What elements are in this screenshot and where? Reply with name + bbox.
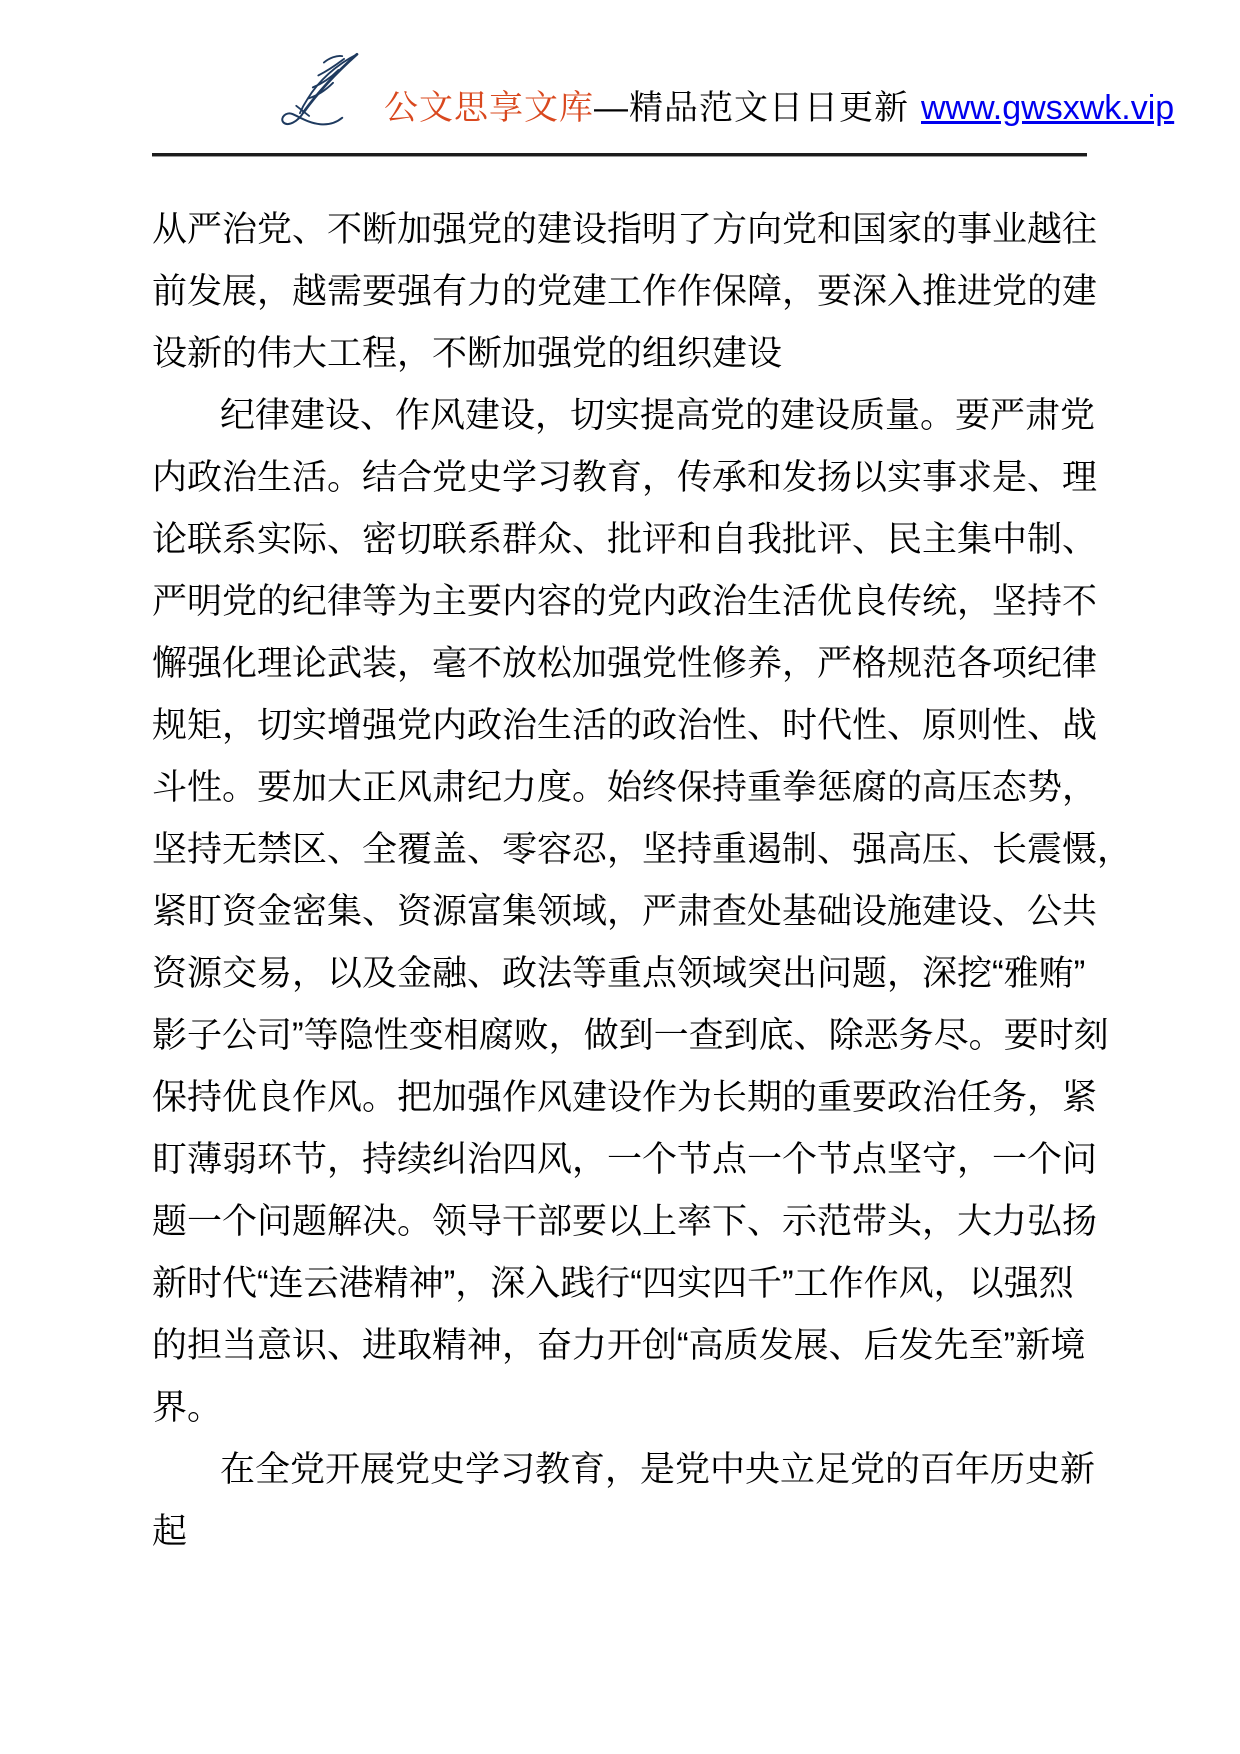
text-line: 的担当意识、进取精神，奋力开创“高质发展、后发先至”新境 xyxy=(152,1326,1086,1365)
text-line: 紧盯资金密集、资源富集领域，严肃查处基础设施建设、公共 xyxy=(152,892,1098,931)
text-line: 坚持无禁区、全覆盖、零容忍，坚持重遏制、强高压、长震慑， xyxy=(152,830,1133,869)
site-link[interactable]: www.gwsxwk.vip xyxy=(921,89,1175,127)
text-line: 内政治生活。结合党史学习教育，传承和发扬以实事求是、理 xyxy=(152,458,1098,497)
text-line: 资源交易，以及金融、政法等重点领域突出问题，深挖“雅贿” xyxy=(152,954,1086,993)
header-tagline: —精品范文日日更新 xyxy=(594,89,909,127)
text-line: 懈强化理论武装，毫不放松加强党性修养，严格规范各项纪律 xyxy=(152,644,1098,683)
text-line: 严明党的纪律等为主要内容的党内政治生活优良传统，坚持不 xyxy=(152,582,1098,621)
text-line: 起 xyxy=(152,1512,188,1551)
brand-name: 公文思享文库 xyxy=(384,89,594,127)
site-header xyxy=(276,48,1174,134)
quill-pen-icon xyxy=(276,50,368,134)
text-line: 论联系实际、密切联系群众、批评和自我批评、民主集中制、 xyxy=(152,520,1098,559)
header-divider xyxy=(152,153,1087,157)
text-line: 影子公司”等隐性变相腐败，做到一查到底、除恶务尽。要时刻 xyxy=(152,1016,1109,1055)
text-line: 界。 xyxy=(152,1388,223,1427)
text-line: 题一个问题解决。领导干部要以上率下、示范带头，大力弘扬 xyxy=(152,1202,1098,1241)
text-line: 规矩，切实增强党内政治生活的政治性、时代性、原则性、战 xyxy=(152,706,1098,745)
text-line: 在全党开展党史学习教育，是党中央立足党的百年历史新 xyxy=(220,1450,1096,1489)
text-line: 保持优良作风。把加强作风建设作为长期的重要政治任务，紧 xyxy=(152,1078,1098,1117)
text-line: 设新的伟大工程，不断加强党的组织建设 xyxy=(152,334,783,373)
text-line: 新时代“连云港精神”，深入践行“四实四千”工作作风，以强烈 xyxy=(152,1264,1074,1303)
text-line: 斗性。要加大正风肃纪力度。始终保持重拳惩腐的高压态势， xyxy=(152,768,1098,807)
header-title xyxy=(384,88,1174,134)
document-body xyxy=(152,199,1133,1563)
text-line: 从严治党、不断加强党的建设指明了方向党和国家的事业越往 xyxy=(152,210,1098,249)
text-line: 盯薄弱环节，持续纠治四风，一个节点一个节点坚守，一个问 xyxy=(152,1140,1098,1179)
text-line: 纪律建设、作风建设，切实提高党的建设质量。要严肃党 xyxy=(220,396,1096,435)
text-line: 前发展，越需要强有力的党建工作作保障，要深入推进党的建 xyxy=(152,272,1098,311)
